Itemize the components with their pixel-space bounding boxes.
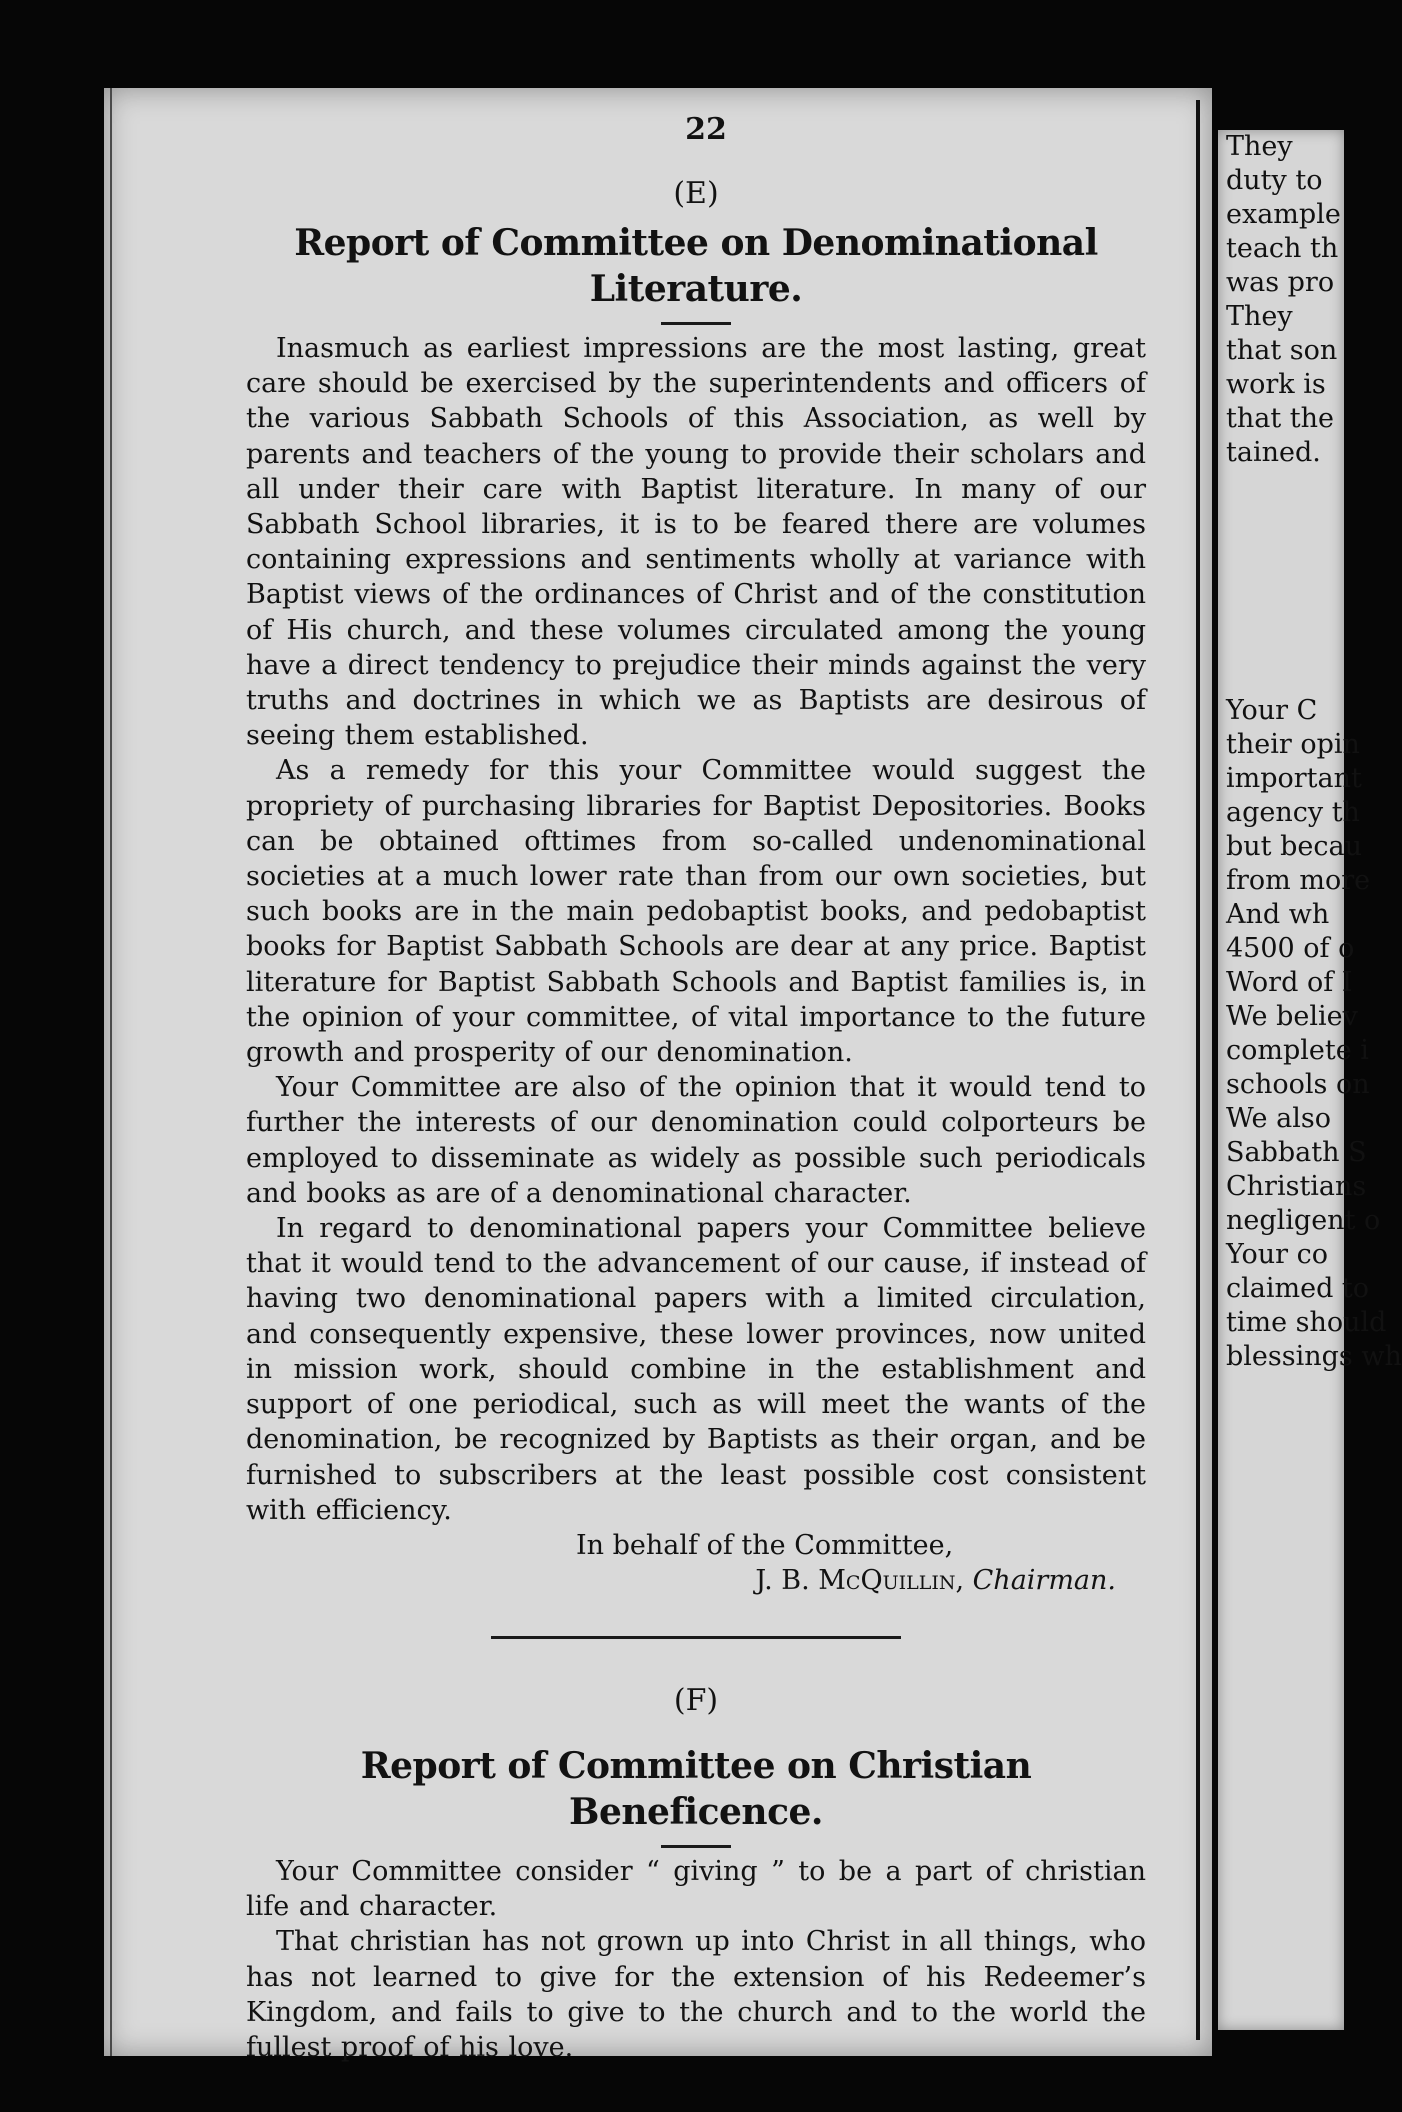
facing-page-line: claimed to <box>1226 1273 1370 1304</box>
facing-page-line: schools on <box>1226 1069 1370 1100</box>
facing-page-line: teach th <box>1226 233 1339 264</box>
section-f-paragraph-2: That christian has not grown up into Christ in all things, who has not learned to give for the extension of his Redeemer’s Kingdom, and fails to give to the church and to the world the fullest proof of his love. <box>246 1926 1146 2063</box>
facing-page-line: from more <box>1226 865 1371 896</box>
facing-page-line: Your C <box>1226 695 1318 726</box>
section-divider <box>491 1636 901 1639</box>
facing-page-line: We also <box>1226 1103 1331 1134</box>
facing-page-line: was pro <box>1226 267 1335 298</box>
facing-page-line: negligent o <box>1226 1205 1381 1236</box>
section-f-letter: (F) <box>673 1682 719 1718</box>
facing-page-line: 4500 of o <box>1226 933 1355 964</box>
section-e-paragraph-3: Your Committee are also of the opinion that it would tend to further the interests of our denomination could colporteurs be employed to disseminate as widely as possible such periodicals and books as are of a denominational character. <box>246 1072 1146 1209</box>
title-rule <box>661 1845 731 1848</box>
signoff-signature <box>246 1563 1146 1598</box>
section-f-title: Report of Committee on Christian Beneficence. <box>360 1744 1032 1833</box>
facing-page-line: agency th <box>1226 797 1360 828</box>
section-e-title: Report of Committee on Denominational Literature. <box>294 222 1098 310</box>
section-e-paragraph-4: In regard to denominational papers your Committee believe that it would tend to the advancement of our cause, if instead of having two denominational papers with a limited circulation, and consequently expensive, these lower provinces, now united in mission work, should combine in the establishment and support of one periodical, such as will meet the wants of the denomination, be recognized by Baptists as their organ, and be furnished to subscribers at the least possible cost consistent with efficiency. <box>246 1213 1146 1526</box>
page-content <box>246 108 1146 2065</box>
facing-page-line: We believ <box>1226 1001 1358 1032</box>
page-number: 22 <box>685 112 727 147</box>
facing-page-gap <box>1218 470 1344 694</box>
facing-page-line: blessings wh <box>1226 1341 1402 1372</box>
facing-page-line: They <box>1226 301 1293 332</box>
facing-page-line: example <box>1226 199 1341 230</box>
signoff-line: In behalf of the Committee, <box>576 1529 954 1561</box>
section-f-paragraph-1: Your Committee consider “ giving ” to be a part of christian life and character. <box>246 1855 1146 1923</box>
section-e-letter: (E) <box>673 176 719 211</box>
section-e-paragraph-2: As a remedy for this your Committee would suggest the propriety of purchasing libraries for Baptist Depositories. Books can be obtained ofttimes from so-called undenominational societies at a much lower rate than from our own societies, but such books are in the main pedobaptist books, and pedobaptist books for Baptist Sabbath Schools are dear at any price. Baptist literature for Baptist Sabbath Schools and Baptist families is, in the opinion of your committee, of vital importance to the future growth and prosperity of our denomination. <box>246 755 1146 1069</box>
page-edge-shadow <box>110 88 112 2056</box>
gutter-line <box>1196 100 1200 2040</box>
facing-page-line: Sabbath S <box>1226 1137 1367 1168</box>
facing-page-line: Your co <box>1226 1239 1328 1270</box>
facing-page-line: time should <box>1226 1307 1387 1338</box>
facing-page-line: their opin <box>1226 729 1360 760</box>
facing-page-fragment <box>1218 130 1402 2030</box>
facing-page-line: that son <box>1226 335 1338 366</box>
facing-page-line: duty to <box>1226 165 1323 196</box>
facing-page-line: but becau <box>1226 831 1362 862</box>
facing-page-line: Word of I <box>1226 967 1353 998</box>
title-rule <box>661 322 731 325</box>
facing-page-line: tained. <box>1226 437 1321 468</box>
facing-page-line: that the <box>1226 403 1334 434</box>
section-e-paragraph-1: Inasmuch as earliest impressions are the most lasting, great care should be exercised by the superintendents and officers of the various Sabbath Schools of this Association, as well by parents and teachers of the young to provide their scholars and all under their care with Baptist literature. In many of our Sabbath School libraries, it is to be feared there are volumes containing expressions and sentiments wholly at variance with Baptist views of the ordinances of Christ and of the constitution of His church, and these volumes circulated among the young have a direct tendency to prejudice their minds against the very truths and doctrines in which we as Baptists are desirous of seeing them established. <box>246 333 1146 752</box>
document-page <box>104 88 1212 2063</box>
facing-page-top-lines <box>1218 130 1344 470</box>
facing-page-line: They <box>1226 131 1293 162</box>
signoff-role: Chairman. <box>972 1564 1116 1596</box>
facing-page-bottom-lines <box>1218 694 1402 1374</box>
facing-page-line: Christians <box>1226 1171 1367 1202</box>
facing-page-line: And wh <box>1226 899 1330 930</box>
facing-page-line: important <box>1226 763 1362 794</box>
facing-page-line: work is <box>1226 369 1326 400</box>
signoff-name: J. B. McQuillin, <box>755 1564 965 1596</box>
facing-page-line: complete i <box>1226 1035 1369 1066</box>
